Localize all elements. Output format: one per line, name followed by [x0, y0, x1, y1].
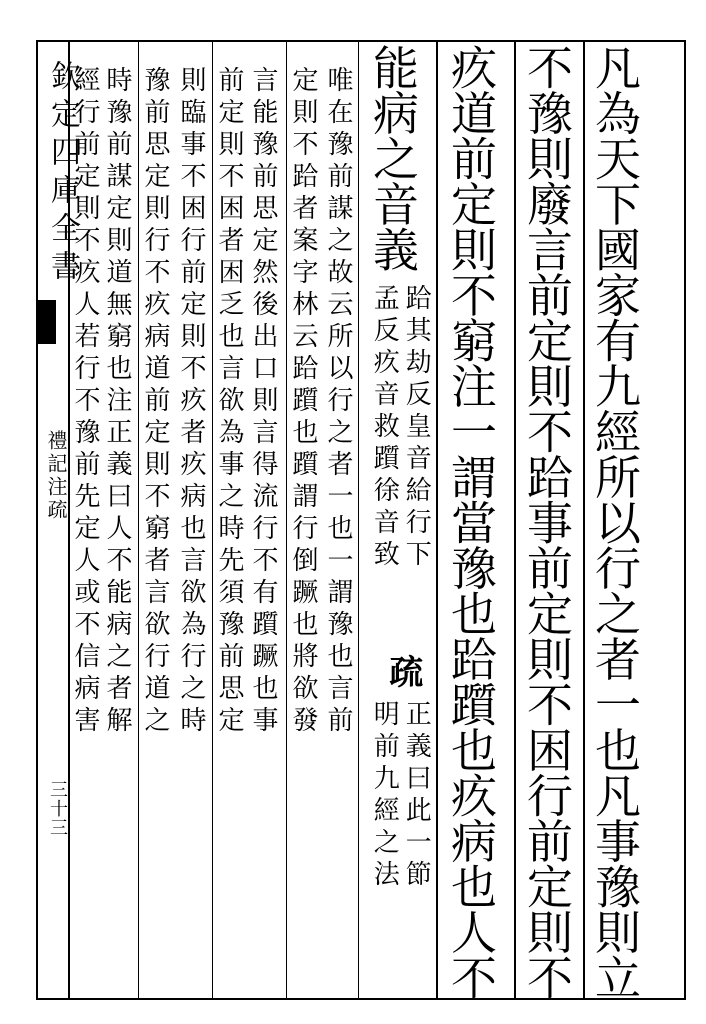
commentary-column-7: 時豫前謀定則道無窮也注正義曰人不能病之者解 [102, 66, 132, 738]
commentary-column-2: 定則不跲者案字林云跲躓也躓謂行倒蹶也將欲發 [288, 66, 318, 738]
text-column-3: 疚道前定則不窮注一謂當豫也跲躓也疚病也人不 [444, 44, 498, 1000]
commentary-column-5: 則臨事不困行前定則不疚者疚病也言欲為行之時 [176, 66, 206, 738]
commentary-column-8: 經行前定則不疚人若行不豫前先定人或不信病害 [70, 66, 100, 738]
text-column-1: 凡為天下國家有九經所以行之者一也凡事豫則立 [588, 44, 642, 1000]
shu-right: 正義曰此一節 [401, 700, 432, 892]
commentary-column-1: 唯在豫前謀之故云所以行之者一也一謂豫也言前 [323, 66, 353, 738]
annotation-right: 跲其劫反皇音給行下 [401, 284, 432, 572]
commentary-column-4: 前定則不困者困乏也言欲為事之時先須豫前思定 [214, 66, 244, 738]
column-rule [358, 40, 359, 1000]
text-column-2: 不豫則廢言前定則不跲事前定則不困行前定則不 [520, 44, 574, 1000]
column-rule [286, 40, 287, 1000]
column-rule [583, 40, 585, 1000]
shu-marker: 疏 [382, 654, 423, 694]
text-column-4: 能病之音義 [366, 44, 420, 272]
margin-page-number: 三十三 [47, 780, 68, 837]
margin-title: 欽定四庫全書 [45, 60, 80, 288]
column-rule [514, 40, 516, 1000]
column-rule [436, 40, 438, 1000]
commentary-column-3: 言能豫前思定然後出口則言得流行不有躓蹶也事 [248, 66, 278, 738]
annotation-left: 孟反疚音救躓徐音致 [369, 284, 400, 572]
commentary-column-6: 豫前思定則行不疚病道前定則不窮者言欲行道之 [140, 66, 170, 738]
fish-tail-mark [36, 300, 56, 344]
margin-book-title: 禮記注疏 [44, 430, 68, 522]
shu-left: 明前九經之法 [369, 700, 400, 892]
column-rule [138, 40, 139, 1000]
column-rule [212, 40, 213, 1000]
